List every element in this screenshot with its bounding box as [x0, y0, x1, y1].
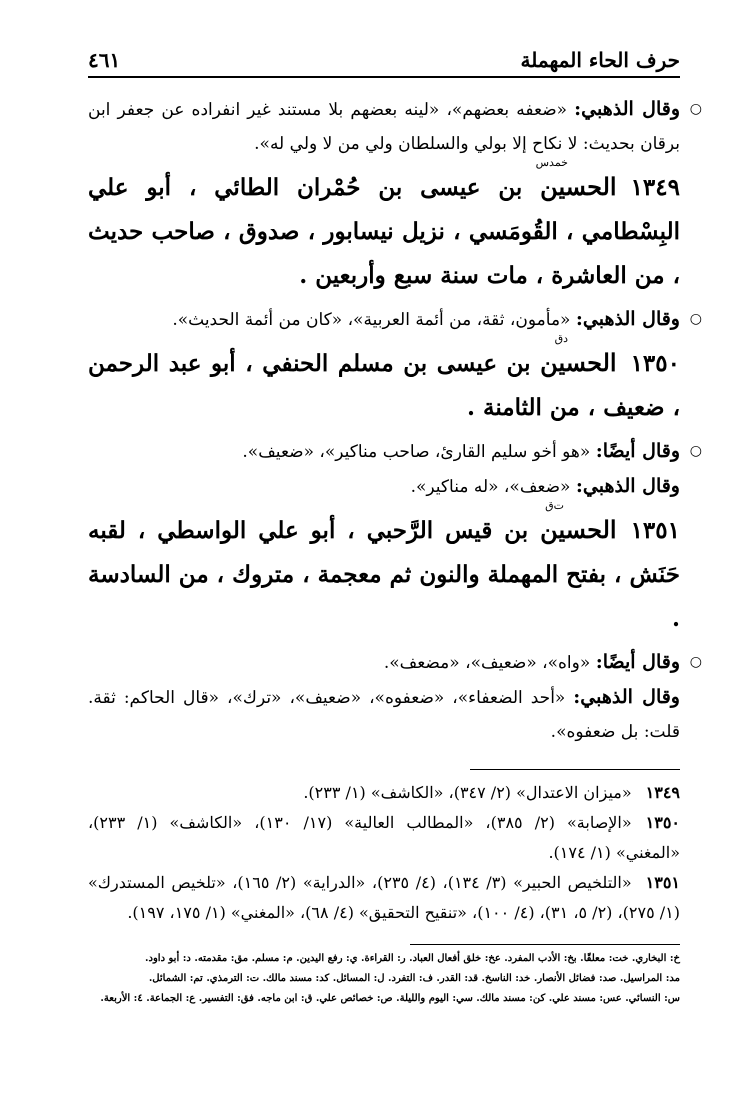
- footnote-1349: [88, 778, 680, 808]
- note-dhahabi-1350: [88, 469, 680, 504]
- abbreviations-key: [88, 949, 680, 1009]
- entry-symbols: خ‍مدس: [535, 156, 568, 169]
- note-label: وقال الذهبي:: [574, 98, 680, 120]
- main-text: [88, 92, 702, 749]
- bullet-icon: ○: [689, 311, 702, 327]
- entry-name: الحسين: [540, 348, 617, 377]
- entry-text: بن عيسى بن مسلم الحنفي ، أبو عبد الرحمن ، ضعيف ، من الثامنة .: [88, 350, 680, 421]
- entry-number: ١٣٥١: [630, 517, 680, 544]
- entry-name: الحسين: [540, 515, 617, 544]
- note-text: «مأمون، ثقة، من أئمة العربية»، «كان من أئمة الحديث».: [172, 310, 576, 330]
- note-text: «ضعف»، «له مناكير».: [410, 477, 576, 497]
- footnote-text: «ميزان الاعتدال» (٢/ ٣٤٧)، «الكاشف» (١/ ٢٣٣).: [303, 783, 632, 802]
- entry-text: بن قيس الرَّحبي ، أبو علي الواسطي ، لقبه حَنَش ، بفتح المهملة والنون ثم معجمة ، متروك ، من السادسة .: [88, 517, 680, 632]
- note-text: «أحد الضعفاء»، «ضعفوه»، «ضعيف»، «ترك»، «قال الحاكم: ثقة. قلت: بل ضعفوه».: [88, 688, 680, 742]
- note-label: وقال أيضًا:: [595, 651, 680, 673]
- entry-1349: [88, 156, 680, 298]
- entry-number: ١٣٥٠: [630, 350, 680, 377]
- note-text: «هو أخو سليم القارئ، صاحب مناكير»، «ضعيف».: [242, 442, 596, 462]
- footnote-number: ١٣٥١: [645, 873, 680, 892]
- bullet-icon: ○: [689, 101, 702, 117]
- abbreviations-separator: [410, 944, 680, 945]
- note-text: «واه»، «ضعيف»، «مضعف».: [383, 653, 596, 673]
- note-label: وقال الذهبي:: [573, 686, 680, 708]
- page-header: [88, 40, 680, 78]
- note-label: وقال الذهبي:: [575, 308, 680, 330]
- abbreviations-line: س: النسائي. عس: مسند علي. كن: مسند مالك. سي: اليوم والليلة. ص: خصائص علي. ق: ابن ماجه. فق: التفسير. ع: الجماعة. ٤: الأربعة.: [100, 993, 680, 1004]
- bullet-icon: ○: [689, 654, 702, 670]
- entry-number: ١٣٤٩: [630, 174, 680, 201]
- note-also-1351: [88, 645, 702, 680]
- note-also-1350: [88, 434, 702, 469]
- footnote-text: «التلخيص الحبير» (٣/ ١٣٤)، (٤/ ٢٣٥)، «الدراية» (٢/ ١٦٥)، «تلخيص المستدرك» (١/ ٢٧٥)، (٢/ ٥، ٣١)، (٤/ ١٠٠)، «تنقيح التحقيق» (٤/ ٦٨)، «المغني» (١/ ١٧٥، ١٩٧).: [88, 873, 680, 922]
- footnotes: [88, 778, 680, 928]
- entry-1350: [88, 332, 680, 430]
- footnote-text: «الإصابة» (٢/ ٣٨٥)، «المطالب العالية» (١٧/ ١٣٠)، «الكاشف» (١/ ٢٣٣)، «المغني» (١/ ١٧٤).: [88, 813, 680, 862]
- footnote-1351: [88, 868, 680, 928]
- entry-text: بن عيسى بن حُمْران الطائي ، أبو علي البِسْطامي ، القُومَسي ، نزيل نيسابور ، صدوق ، صاحب حديث ، من العاشرة ، مات سنة سبع وأربعين .: [88, 174, 680, 289]
- footnote-number: ١٣٤٩: [645, 783, 680, 802]
- bullet-icon: ○: [689, 443, 702, 459]
- note-dhahabi-1349: [88, 302, 702, 337]
- note-label: وقال الذهبي:: [575, 475, 680, 497]
- chapter-title: حرف الحاء المهملة: [520, 48, 680, 72]
- page-number: ٤٦١: [88, 48, 121, 72]
- entry-name: الحسين: [540, 172, 617, 201]
- entry-1351: [88, 499, 680, 641]
- footnote-1350: [88, 808, 680, 868]
- note-label: وقال أيضًا:: [595, 440, 680, 462]
- footnote-number: ١٣٥٠: [645, 813, 681, 832]
- entry-symbols: دق: [554, 332, 568, 345]
- note-dhahabi-1351: [88, 680, 680, 749]
- abbreviations-line: خ: البخاري. خت: معلقًا. بخ: الأدب المفرد. عخ: خلق أفعال العباد. ر: القراءة. ي: رفع اليدين. م: مسلم. مق: مقدمته. د: أبو داود.: [145, 953, 680, 964]
- note-dhahabi-1348: [88, 92, 702, 161]
- entry-symbols: ت‌ق: [545, 499, 564, 512]
- abbreviations-line: مد: المراسيل. صد: فضائل الأنصار. خد: الناسخ. قد: القدر. ف: التفرد. ل: المسائل. كد: مسند مالك. ت: الترمذي. تم: الشمائل.: [148, 973, 680, 984]
- footnote-separator: [470, 769, 680, 770]
- note-text: «ضعفه بعضهم»، «لينه بعضهم بلا مستند غير انفراده عن جعفر ابن برقان بحديث: لا نكاح إلا بولي والسلطان ولي من لا ولي له».: [88, 100, 680, 154]
